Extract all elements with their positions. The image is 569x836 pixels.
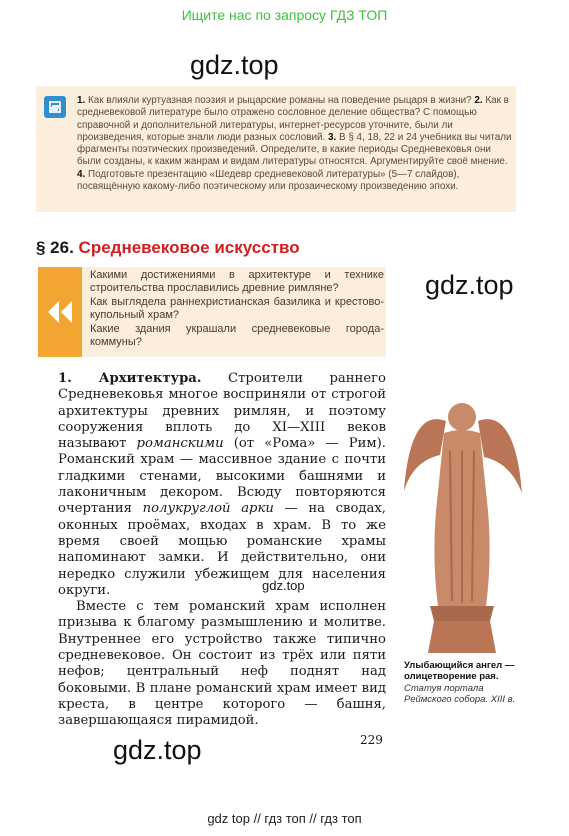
intro-question: Какие здания украшали средневековые города-коммуны?: [90, 322, 384, 349]
question-1: Как влияли куртуазная поэзия и рыцарские романы на поведение рыцаря в жизни?: [85, 95, 475, 106]
watermark: gdz.top: [262, 578, 305, 593]
text-run: — на сводах, оконных проёмах, входах в храм. В то же время своей мощью романские храмы напоминают замки. И действительно, они нередко служили убежищем для населения округи.: [58, 501, 387, 598]
section-number: § 26.: [36, 238, 74, 257]
paragraph-2: Вместе с тем романский храм исполнен призыва к благому размышлению и молитве. Внутреннее его устройство также типично средневековое. Он состоит из трёх или пяти нефов; центральный неф поднят над боковыми. В плане романский храм имеет вид креста, в центре которого — башня, завершающаяся пирамидой.: [58, 599, 386, 729]
back-arrows-icon: [38, 267, 82, 357]
text-run: Строители раннего Средневековья многое восприняли от строгой архитектуры древних римлян, и поэтому сооружения вплоть до XI—XIII веков называют: [58, 371, 386, 452]
emphasis: полукруглой арки: [142, 501, 274, 517]
question-4: Подготовьте презентацию «Шедевр средневековой литературы» (5—7 слайдов), посвящённую какому-либо поэтическому или прозаическому произведению эпохи.: [77, 168, 460, 193]
page-number: 229: [360, 733, 383, 747]
watermark: gdz.top: [425, 270, 514, 300]
question-number: 4.: [77, 168, 86, 180]
subheading: 1. Архитектура.: [58, 371, 202, 386]
emphasis: романскими: [136, 436, 224, 452]
watermark: gdz.top: [190, 50, 279, 80]
question-number: 2.: [474, 95, 483, 106]
question-icon: [44, 96, 66, 118]
question-number: 3.: [328, 131, 337, 143]
intro-question: Как выглядела раннехристианская базилика и крестово-купольный храм?: [90, 295, 384, 322]
caption-title: Улыбающийся ангел — олицетворение рая.: [404, 660, 515, 683]
questions-text: [77, 95, 513, 193]
footer-links[interactable]: gdz top // гдз топ // гдз топ: [207, 811, 362, 826]
body-text: [58, 371, 386, 730]
question-2: Как в средневековой литературе было отражено сословное деление общества? С помощью справочной и дополнительной литературы, интернет-ресурсов уточните, были ли произведения, которые знали люди разных сословий.: [77, 95, 509, 143]
text-run: (от «Рома» — Рим). Романский храм — массивное здание с почти гладкими стенами, высокими башнями и лаконичным декором. Всюду повторяются очертания: [58, 436, 386, 517]
question-3: В § 4, 18, 22 и 24 учебника вы читали фрагменты поэтических произведений. Определите, в какие периоды Средневековья они были созданы, к каким жанрам и видам литературы относятся. Аргументируйте своё мнение.: [77, 131, 512, 168]
intro-questions: [90, 269, 384, 349]
question-number: 1.: [77, 95, 86, 106]
top-search-link[interactable]: Ищите нас по запросу ГДЗ ТОП: [181, 7, 388, 23]
caption-description: Статуя портала Реймского собора. XIII в.: [404, 682, 516, 706]
section-title: Средневековое искусство: [78, 238, 300, 257]
image-caption: [404, 660, 516, 706]
watermark: gdz.top: [113, 735, 202, 765]
section-heading: [36, 238, 300, 258]
intro-question: Какими достижениями в архитектуре и технике строительства прославились древние римляне?: [90, 269, 384, 295]
angel-statue-image: [400, 381, 524, 653]
paragraph-1: [58, 371, 386, 599]
